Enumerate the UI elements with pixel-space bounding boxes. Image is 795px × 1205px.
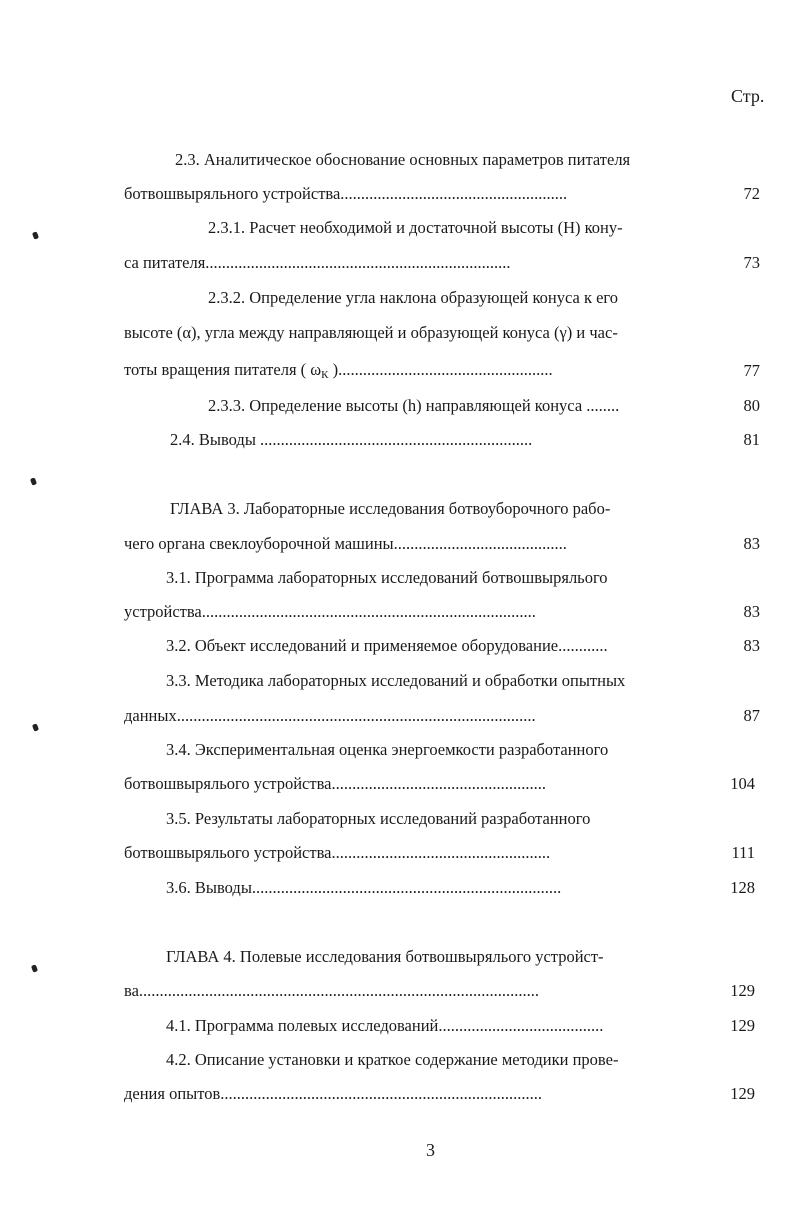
page-number: 3 <box>426 1140 435 1160</box>
toc-entry-text: 3.4. Экспериментальная оценка энергоемкости разработанного <box>166 740 609 759</box>
page-label: Стр. <box>731 86 765 106</box>
toc-entry-text: ботвошвырялього устройства..................................................... <box>124 843 551 862</box>
toc-entry-text: чего органа свеклоуборочной машины.......................................... <box>124 534 567 553</box>
toc-page-number: 83 <box>743 636 760 655</box>
toc-entry-text: 2.3.1. Расчет необходимой и достаточной высоты (Н) кону- <box>208 218 623 237</box>
toc-entry-text: ГЛАВА 4. Полевые исследования ботвошвырялього устройст- <box>166 947 604 966</box>
toc-entry-text: ГЛАВА 3. Лабораторные исследования ботвоуборочного рабо- <box>170 499 611 518</box>
toc-entry-text: ботвошвырялього устройства.................................................... <box>124 774 546 793</box>
toc-entry-text: 3.1. Программа лабораторных исследований ботвошвырялього <box>166 568 608 587</box>
toc-page-number: 83 <box>743 602 760 621</box>
toc-page-number: 129 <box>730 1016 755 1035</box>
toc-entry-text: 3.6. Выводы........................................................................... <box>166 878 562 897</box>
toc-entry-text: 2.3.2. Определение угла наклона образующей конуса к его <box>208 288 619 307</box>
toc-entry-text: са питателя.......................................................................... <box>124 253 511 272</box>
margin-mark <box>32 231 39 239</box>
toc-page-number: 80 <box>743 396 760 415</box>
toc-page-number: 81 <box>743 430 760 449</box>
toc-page-number: 129 <box>730 1084 755 1103</box>
toc-entry-text: высоте (α), угла между направляющей и образующей конуса (γ) и час- <box>124 323 618 342</box>
toc-entry-text: тоты вращения питателя ( $\omega_К$ ).................................................... <box>124 360 553 381</box>
toc-entry-text: данных....................................................................................... <box>124 706 536 725</box>
toc-entry-text: 3.2. Объект исследований и применяемое оборудование............ <box>166 636 608 655</box>
toc-page-number: 73 <box>743 253 760 272</box>
toc-page-number: 128 <box>730 878 755 897</box>
toc-page-number: 83 <box>743 534 760 553</box>
toc-entry-text: 4.2. Описание установки и краткое содержание методики прове- <box>166 1050 619 1069</box>
toc-page-number: 104 <box>730 774 755 793</box>
toc-entry-text: 3.3. Методика лабораторных исследований и обработки опытных <box>166 671 626 690</box>
toc-entry-text: дения опытов.............................................................................. <box>124 1084 543 1103</box>
toc-page-number: 77 <box>743 361 760 380</box>
toc-entry-text: устройства................................................................................. <box>124 602 536 621</box>
toc-entry-text: 3.5. Результаты лабораторных исследований разработанного <box>166 809 591 828</box>
margin-mark <box>32 723 39 731</box>
toc-page-number: 129 <box>730 981 755 1000</box>
toc-page-number: 111 <box>731 843 755 862</box>
toc-entry-text: ботвошвыряльного устройства....................................................... <box>124 184 568 203</box>
toc-entry-text: 2.3. Аналитическое обоснование основных параметров питателя <box>175 150 631 169</box>
toc-entry-text: 4.1. Программа полевых исследований........................................ <box>166 1016 604 1035</box>
toc-page-number: 72 <box>743 184 760 203</box>
margin-mark <box>30 477 37 485</box>
margin-mark <box>31 964 38 972</box>
toc-entry-text: 2.4. Выводы .................................................................. <box>170 430 533 449</box>
toc-entry-text: ва................................................................................................. <box>124 981 540 1000</box>
toc-page-number: 87 <box>743 706 760 725</box>
toc-entry-text: 2.3.3. Определение высоты (h) направляющей конуса ........ <box>208 396 620 415</box>
